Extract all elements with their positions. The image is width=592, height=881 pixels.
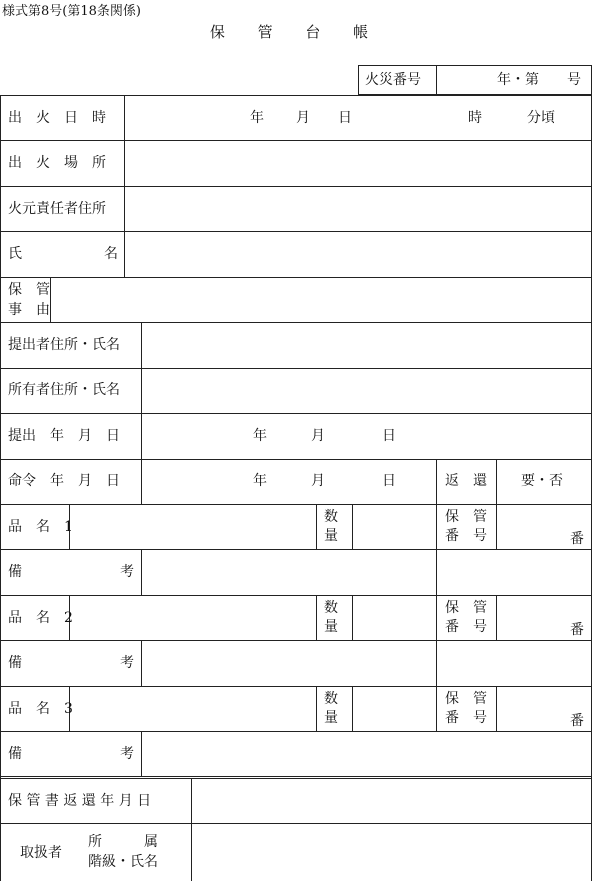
order-month: 月 — [311, 473, 325, 489]
submitter-field[interactable] — [142, 323, 591, 367]
handler-rank-name-label: 階級・氏名 — [88, 854, 158, 870]
outbreak-place-label: 出 火 場 所 — [8, 155, 106, 171]
item-2-remark-label-a: 備 — [8, 655, 22, 671]
submit-date-label: 提出 年 月 日 — [8, 428, 120, 444]
order-date-label: 命令 年 月 日 — [8, 473, 120, 489]
fire-no-label: 火災番号 — [365, 72, 421, 88]
item-1-label: 品 名 1 — [8, 519, 73, 535]
submit-year: 年 — [253, 428, 267, 444]
handler-field[interactable] — [192, 824, 591, 881]
item-3-remark-label-a: 備 — [8, 746, 22, 762]
return-date-label: 保 管 書 返 還 年 月 日 — [8, 793, 152, 809]
name-label-b: 名 — [104, 246, 118, 262]
item-2-label: 品 名 2 — [8, 610, 73, 626]
handler-label: 取扱者 — [20, 845, 62, 861]
custody-reason-field[interactable] — [51, 278, 591, 321]
outbreak-datetime-label: 出 火 日 時 — [8, 110, 106, 126]
item-1-qty-label-2: 量 — [324, 528, 338, 544]
item-1-custody-no-label-2: 番 号 — [445, 528, 487, 544]
item-3-qty-label-1: 数 — [324, 691, 338, 707]
outbreak-day: 日 — [338, 110, 352, 126]
outbreak-minute: 分頃 — [527, 110, 555, 126]
item-1-remark-label-a: 備 — [8, 564, 22, 580]
name-label-a: 氏 — [8, 246, 22, 262]
fire-source-address-field[interactable] — [125, 187, 591, 230]
item-3-suffix: 番 — [570, 713, 584, 729]
order-day: 日 — [382, 473, 396, 489]
form-id: 様式第8号(第18条関係) — [2, 4, 141, 19]
fire-no-value: 年・第 号 — [497, 72, 581, 88]
name-field[interactable] — [125, 232, 591, 276]
outbreak-year: 年 — [250, 110, 264, 126]
item-3-custody-no-label-2: 番 号 — [445, 710, 487, 726]
order-year: 年 — [253, 473, 267, 489]
item-2-custody-no-label-1: 保 管 — [445, 600, 487, 616]
item-1-custody-no-label-1: 保 管 — [445, 509, 487, 525]
return-label: 返 還 — [445, 473, 487, 489]
outbreak-place-field[interactable] — [125, 141, 591, 185]
return-value[interactable]: 要・否 — [521, 473, 563, 489]
item-2-custody-no-label-2: 番 号 — [445, 619, 487, 635]
outbreak-hour: 時 — [468, 110, 482, 126]
item-1-qty-label-1: 数 — [324, 509, 338, 525]
custody-reason-label-2: 事 由 — [8, 302, 50, 318]
owner-label: 所有者住所・氏名 — [8, 382, 120, 398]
item-1-suffix: 番 — [570, 531, 584, 547]
return-date-field[interactable] — [192, 779, 591, 822]
item-3-remark-label-b: 考 — [120, 746, 134, 762]
item-2-suffix: 番 — [570, 622, 584, 638]
item-2-qty-label-2: 量 — [324, 619, 338, 635]
handler-affiliation-label: 所 属 — [88, 834, 158, 850]
item-2-remark-label-b: 考 — [120, 655, 134, 671]
item-1-remark-label-b: 考 — [120, 564, 134, 580]
outbreak-month: 月 — [296, 110, 310, 126]
custody-reason-label-1: 保 管 — [8, 282, 50, 298]
page-title: 保 管 台 帳 — [209, 23, 383, 41]
fire-source-address-label: 火元責任者住所 — [8, 201, 106, 217]
item-3-label: 品 名 3 — [8, 701, 73, 717]
submit-month: 月 — [311, 428, 325, 444]
submitter-label: 提出者住所・氏名 — [8, 337, 120, 353]
item-2-qty-label-1: 数 — [324, 600, 338, 616]
submit-day: 日 — [382, 428, 396, 444]
owner-field[interactable] — [142, 369, 591, 412]
item-3-qty-label-2: 量 — [324, 710, 338, 726]
item-3-custody-no-label-1: 保 管 — [445, 691, 487, 707]
